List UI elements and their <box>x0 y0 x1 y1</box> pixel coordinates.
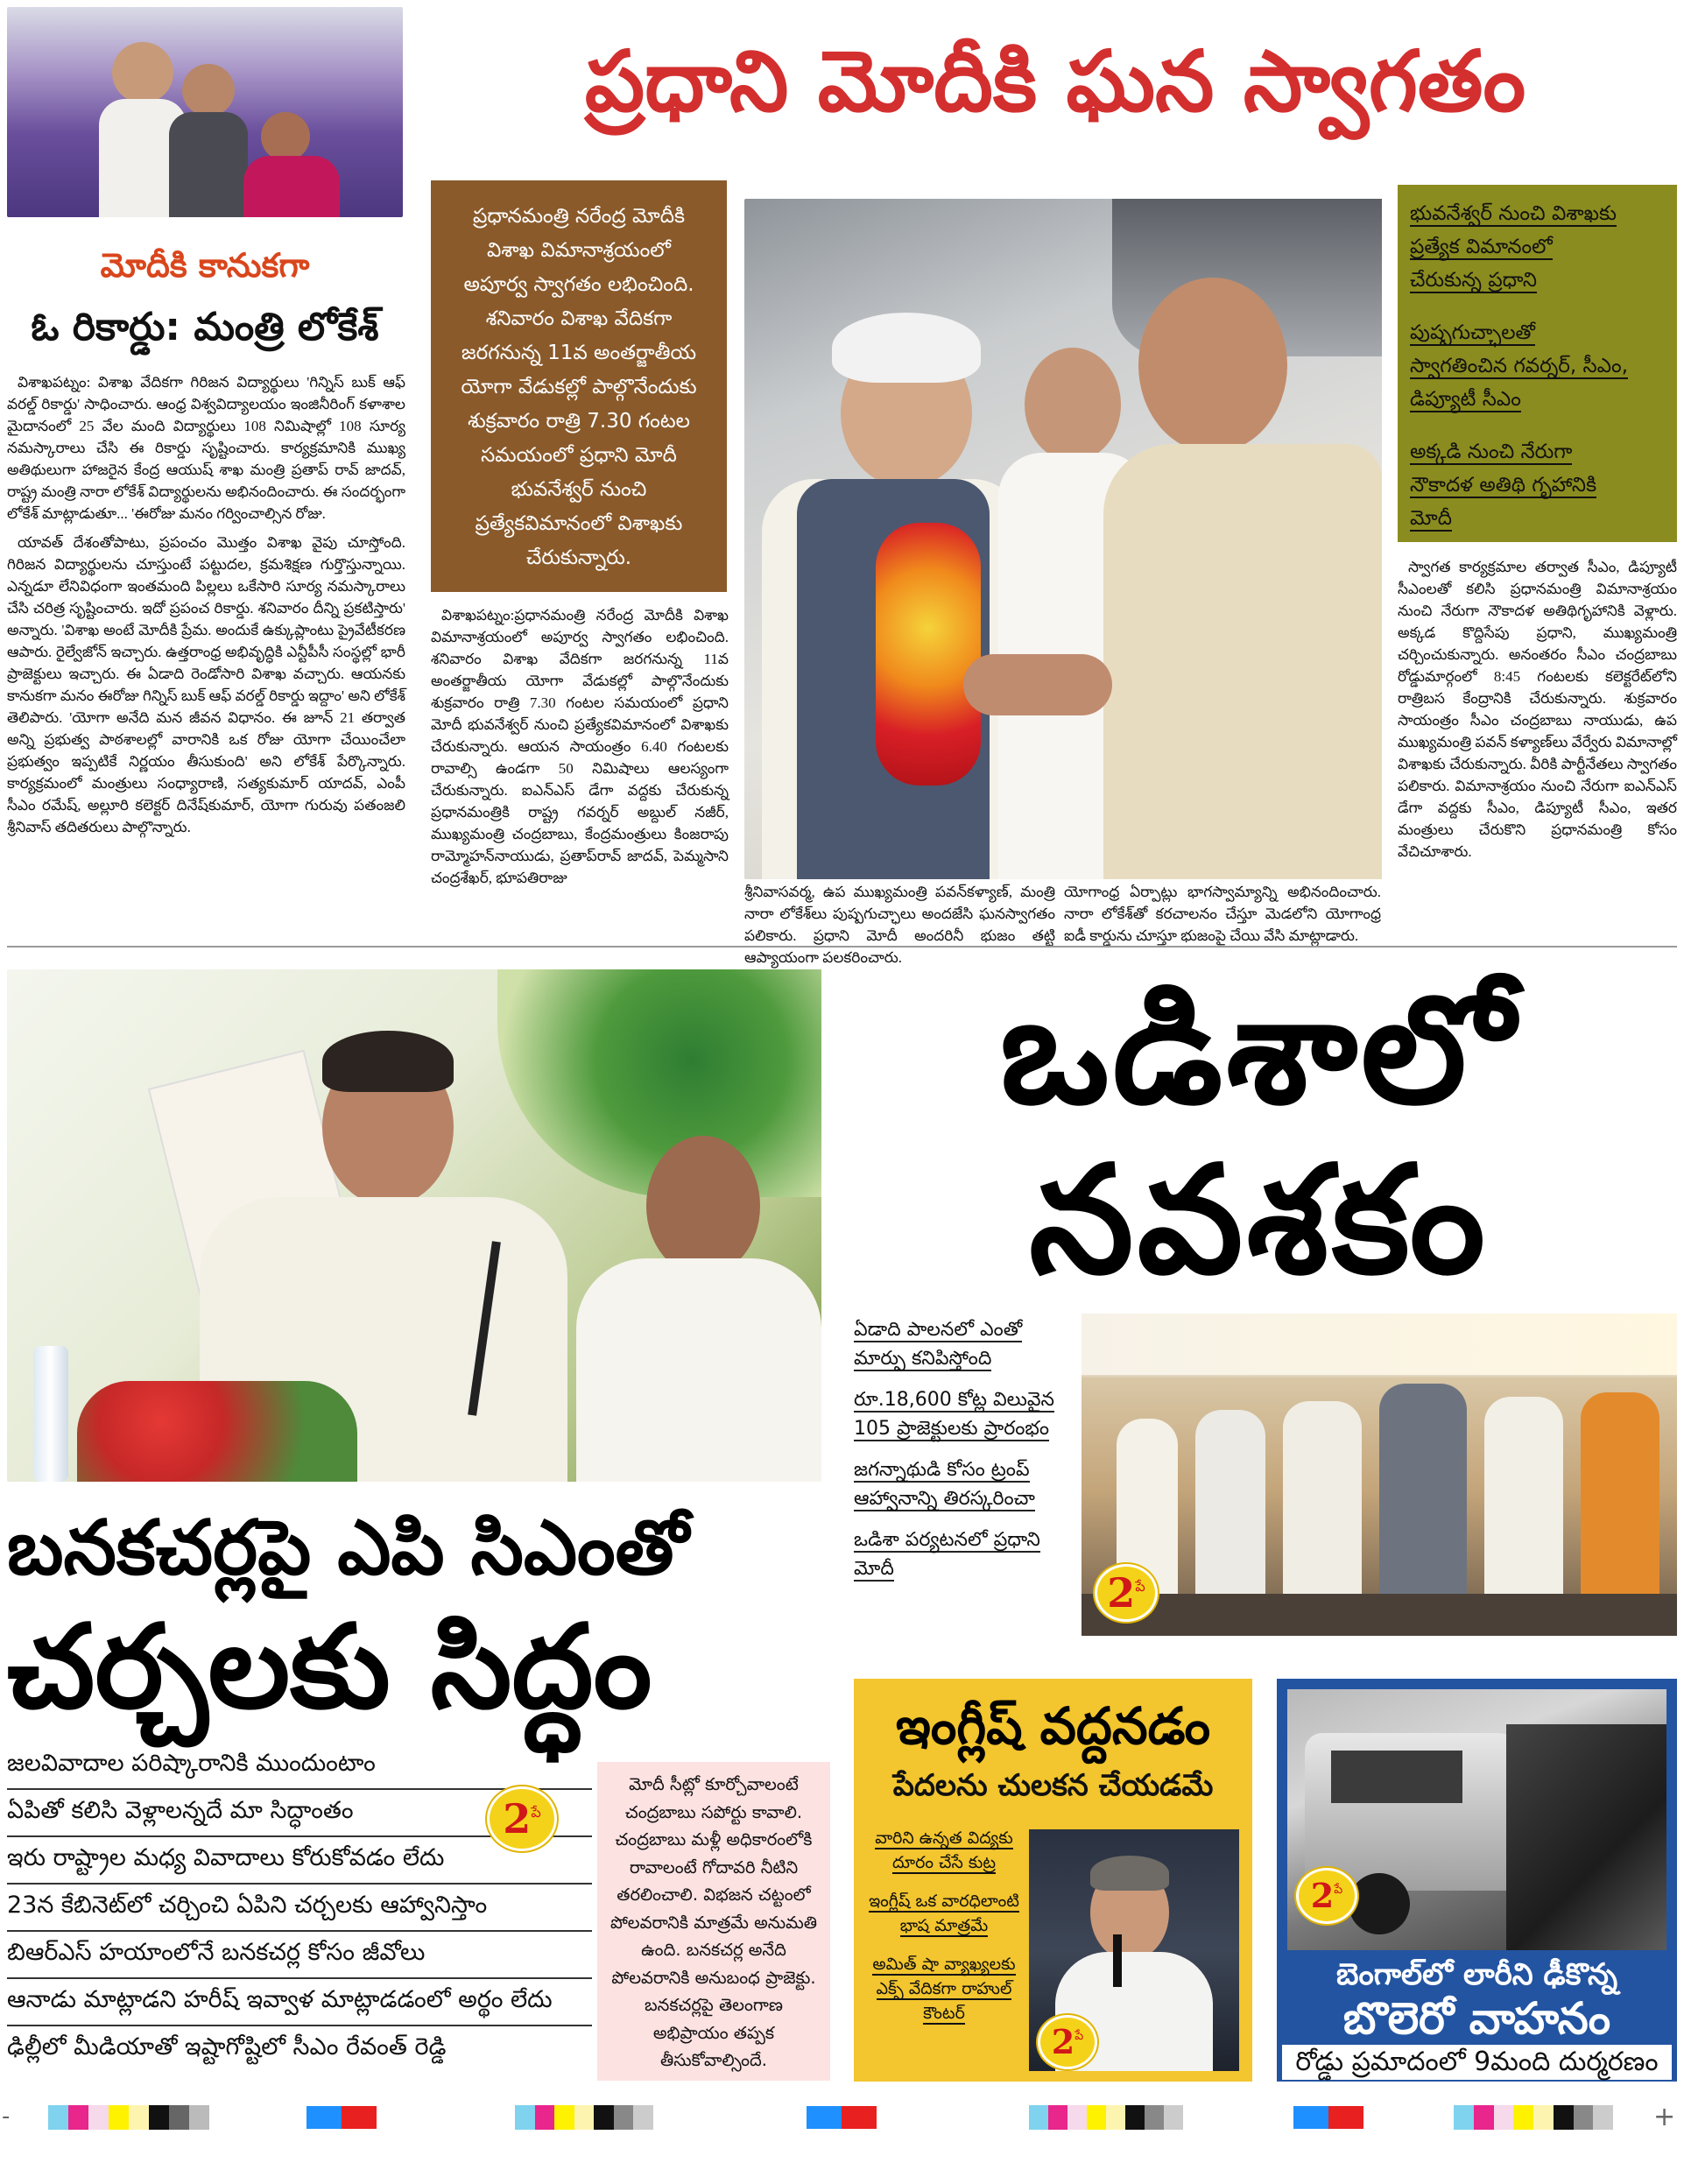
odisha-headline-line2: నవశకం <box>1029 1134 1489 1307</box>
banakacherla-point: జలవివాదాల పరిష్కారానికి ముందుంటాం <box>7 1743 592 1790</box>
color-bar <box>807 2106 877 2129</box>
highlight-line: స్వాగతించిన గవర్నర్, సీఎం, <box>1410 355 1629 377</box>
highlight-group <box>1410 316 1665 416</box>
highlight-line: ప్రత్యేక విమానంలో <box>1410 236 1553 258</box>
lokesh-paragraph: యావత్ దేశంతోపాటు, ప్రపంచం మొత్తం విశాఖ వైపు చూస్తోంది. గిరిజన విద్యార్థులను చూస్తుంటే పట్టుదల, క్రమశిక్షణ గుర్తొస్తున్నాయి. ఎన్నడూ లేనివిధంగా ఇంతమంది పిల్లలు ఒకేసారి సూర్య నమస్కారాలు చేసి చరిత్ర సృష్టించారు. ఇదో ప్రపంచ రికార్డు. శనివారం దీన్ని ప్రకటిస్తారు' అన్నారు. 'విశాఖ అంటే మోదీకి ప్రేమ. అందుకే ఉక్కుప్లాంటు ప్రైవేటీకరణ ఆపారు. రైల్వేజోన్ ఇచ్చారు. ఉత్తరాంధ్ర అభివృద్ధికి ఎన్టీపీసీ సంస్థల్లో భారీ ప్రాజెక్టులు ఇచ్చారు. ఈ ఏడాది రెండోసారి విశాఖ వచ్చారు. ఆయనకు కానుకగా మనం ఈరోజు గిన్నిస్ బుక్ ఆఫ్ వరల్డ్ రికార్డు ఇద్దాం' అని లోకేశ్ తెలిపారు. 'యోగా అనేది మన జీవన విధానం. ఈ జూన్ 21 తర్వాత అన్ని ప్రభుత్వ పాఠశాలల్లో వారానికి ఒక రోజు యోగా చేయించేలా ప్రభుత్వం ఇప్పటికే నిర్ణయం తీసుకుంది' అని లోకేశ్ పేర్కొన్నారు. కార్యక్రమంలో మంత్రులు సంధ్యారాణి, సత్యకుమార్ యాదవ్, ఎంపీ సీఎం రమేష్, అల్లూరి కలెక్టర్ దినేష్‌కుమార్, యోగా గురువు పతంజలి శ్రీనివాస్ తదితరులు పాల్గొన్నారు. <box>7 534 405 835</box>
highlight-line: అక్కడి నుంచి నేరుగా <box>1410 440 1573 463</box>
highlight-line: ప్రధానమంత్రి నరేంద్ర మోదీకి <box>473 205 685 228</box>
highlight-line: శుక్రవారం రాత్రి 7.30 గంటల <box>468 410 690 433</box>
photo-person <box>646 1136 760 1276</box>
photo-person <box>832 313 981 383</box>
accident-headline-line1: బెంగాల్‌లో లారీని ఢీకొన్న <box>1336 1957 1617 1992</box>
highlight-line: జరగనున్న 11వ అంతర్జాతీయ <box>461 342 697 364</box>
color-bar <box>1293 2106 1363 2129</box>
color-bar <box>1454 2105 1613 2130</box>
quote-line: తీసుకోవాల్సిందే. <box>659 2050 767 2070</box>
photo-person <box>182 64 235 116</box>
color-bar <box>307 2106 377 2129</box>
banakacherla-headline-line2: చర్చలకు సిద్ధం <box>7 1600 652 1735</box>
page-ref-suffix: పే <box>1135 1578 1145 1595</box>
highlight-line: అపూర్వ స్వాగతం లభించింది. <box>463 273 694 296</box>
photo-person <box>1103 444 1382 879</box>
highlight-line: మోదీ <box>1410 507 1452 530</box>
revanth-press-photo <box>7 969 821 1482</box>
highlight-line: యోగా వేడుకల్లో పాల్గొనేందుకు <box>461 376 697 398</box>
welcome-story-continued-right <box>1064 881 1381 944</box>
odisha-point: రూ.18,600 కోట్ల విలువైన 105 ప్రాజెక్టులకు ప్రారంభం <box>854 1389 1054 1440</box>
quote-line: పోలవరానికి మాత్రమే అనుమతి <box>609 1912 818 1933</box>
highlight-line: భువనేశ్వర్ నుంచి విశాఖకు <box>1410 202 1617 225</box>
accident-headline-line2: బొలెరో వాహనం <box>1342 1993 1611 2044</box>
page-ref-number: 2 <box>1051 2022 1075 2061</box>
highlight-line: డిప్యూటీ సీఎం <box>1410 388 1521 411</box>
highlight-line: శనివారం విశాఖ వేదికగా <box>485 307 673 330</box>
banakacherla-point: బిఆర్ఎస్ హయాంలోనే బనకచర్ల కోసం జీవోలు <box>7 1932 592 1979</box>
welcome-story-paragraph: స్వాగత కార్యక్రమాల తర్వాత సీఎం, డిప్యూటీ సీఎంలతో కలిసి ప్రధానమంత్రి విమానాశ్రయం నుంచి నేరుగా నౌకాదళ అతిథిగృహానికి వెళ్లారు. అక్కడ కొద్దిసేపు ప్రధాని, ముఖ్యమంత్రి చర్చించుకున్నారు. అనంతరం సీఎం చంద్రబాబు రోడ్డుమార్గంలో 8:45 గంటలకు కలెక్టరేట్‌లోని రాత్రిబస కేంద్రానికి చేరుకున్నారు. శుక్రవారం సాయంత్రం సీఎం చంద్రబాబు నాయుడు, ఉప ముఖ్యమంత్రి పవన్ కళ్యాణ్‌లు వేర్వేరు విమానాల్లో విశాఖకు చేరుకున్నారు. వీరికి పార్టీనేతలు స్వాగతం పలికారు. విమానాశ్రయం నుంచి నేరుగా ఐఎన్ఎస్ డేగా వద్దకు సీఎం, డిప్యూటీ సీఎం, ఇతర మంత్రులు చేరుకొని ప్రధానమంత్రి కోసం వేచిచూశారు. <box>1398 559 1677 860</box>
highlight-box <box>431 180 727 592</box>
page-ref-number: 2 <box>1310 1876 1335 1915</box>
page-ref-badge <box>1296 1868 1357 1924</box>
english-story-point: అమిత్ షా వ్యాఖ్యలకు ఎక్స్ వేదికగా రాహుల్ కౌంటర్ <box>872 1955 1016 2023</box>
photo-flowers <box>77 1381 357 1482</box>
photo-bouquet <box>876 523 981 786</box>
yoga-record-photo <box>7 7 403 217</box>
highlight-group <box>1410 435 1665 535</box>
banakacherla-point: ఆనాడు మాట్లాడని హరీష్ ఇవ్వాళ మాట్లాడడంలో అర్థం లేదు <box>7 1979 592 2026</box>
photo-handshake <box>963 654 1112 715</box>
english-story-box <box>854 1679 1252 2082</box>
page-ref-number: 2 <box>503 1795 532 1842</box>
lokesh-kicker: మోదీకి కానుకగా <box>100 246 310 285</box>
odisha-point: జగన్నాథుడి కోసం ట్రంప్ ఆహ్వానాన్ని తిరస్కరించా <box>854 1459 1035 1510</box>
odisha-point: ఒడిశా పర్యటనలో ప్రధాని మోదీ <box>854 1529 1040 1580</box>
odisha-point: ఏడాది పాలనలో ఎంతో మార్పు కనిపిస్తోంది <box>854 1319 1023 1370</box>
highlight-line: భువనేశ్వర్ నుంచి <box>511 478 647 501</box>
photo-microphone <box>1113 1934 1122 1987</box>
welcome-story-paragraph: విశాఖపట్నం:ప్రధానమంత్రి నరేంద్ర మోదీకి విశాఖ విమానాశ్రయంలో అపూర్వ స్వాగతం లభించింది. శనివారం విశాఖ వేదికగా జరగనున్న 11వ అంతర్జాతీయ యోగా వేడుకల్లో పాల్గొనేందుకు శుక్రవారం రాత్రి 7.30 గంటల సమయంలో ప్రధాని మోదీ భువనేశ్వర్ నుంచి ప్రత్యేకవిమానంలో విశాఖకు చేరుకున్నారు. ఆయన సాయంత్రం 6.40 గంటలకు రావాల్సి ఉండగా 50 నిమిషాలు ఆలస్యంగా చేరుకున్నారు. ఐఎన్ఎస్ డేగా వద్దకు చేరుకున్న ప్రధానమంత్రికి రాష్ట్ర గవర్నర్ అబ్దుల్ నజీర్, ముఖ్యమంత్రి చంద్రబాబు, కేంద్రమంత్రులు కింజరాపు రామ్మోహన్‌నాయుడు, ప్రతాప్‌రావ్ జాదవ్, పెమ్మసాని చంద్రశేఖర్, భూపతిరాజు <box>431 607 729 886</box>
quote-line: మోదీ సీట్లో కూర్చోవాలంటే <box>629 1774 799 1794</box>
photo-person <box>261 112 310 161</box>
color-bar <box>515 2105 653 2130</box>
photo-wreckage <box>1506 1724 1666 1950</box>
page-ref-suffix: పే <box>1075 2029 1084 2043</box>
main-headline: ప్రధాని మోదీకి ఘన స్వాగతం <box>584 32 1526 130</box>
photo-banner <box>1082 1314 1677 1375</box>
highlight-line: సమయంలో ప్రధాని మోదీ <box>481 444 677 467</box>
photo-wheel <box>1349 1873 1410 1934</box>
quote-line: బనకచర్లపై తెలంగాణ <box>645 1995 783 2015</box>
lokesh-paragraph: విశాఖపట్నం: విశాఖ వేదికగా గిరిజన విద్యార్థులు 'గిన్నిస్ బుక్ ఆఫ్ వరల్డ్ రికార్డు' సాధించారు. ఆంధ్ర విశ్వవిద్యాలయం ఇంజినీరింగ్ కళాశాల మైదానంలో 25 వేల మంది విద్యార్థులు 108 నిమిషాల్లో 108 సూర్య నమస్కారాలు చేసి ఈ రికార్డు సృష్టించారు. కార్యక్రమానికి ముఖ్య అతిథులుగా హాజరైన కేంద్ర ఆయుష్ శాఖ మంత్రి ప్రతాప్ రావ్ జాదవ్, రాష్ట్ర మంత్రి నారా లోకేశ్ విద్యార్థులను అభినందించారు. ఈ సందర్భంగా లోకేశ్ మాట్లాడుతూ... 'ఈరోజు మనం గర్వించాల్సిన రోజు. <box>7 374 405 522</box>
page-ref-badge <box>1038 2015 1097 2069</box>
quote-line: చంద్రబాబు సపోర్టు కావాలి. <box>624 1801 803 1822</box>
quote-line: చంద్రబాబు మళ్లీ అధికారంలోకి <box>615 1829 813 1849</box>
accident-subhead: రోడ్డు ప్రమాదంలో 9మంది దుర్మరణం <box>1282 2045 1672 2080</box>
photo-person <box>1025 348 1121 461</box>
welcome-story-paragraph: శ్రీనివాసవర్మ, ఉప ముఖ్యమంత్రి పవన్‌కళ్యాణ్, మంత్రి నారా లోకేశ్‌లు పుష్పగుచ్ఛాలు అందజేసి ఘనస్వాగతం పలికారు. ప్రధాని మోదీ అందరినీ భుజం తట్టి ఆప్యాయంగా పలకరించారు. <box>744 884 1055 966</box>
welcome-story-right-body <box>1398 556 1677 931</box>
english-story-points <box>861 1826 1027 2075</box>
banakacherla-point: ఇరు రాష్ట్రాల మధ్య వివాదాలు కోరుకోవడం లేదు <box>7 1837 592 1885</box>
welcome-story-paragraph: యోగాంధ్ర ఏర్పాట్లు భాగస్వామ్యాన్ని అభినందించారు. నారా లోకేశ్‌తో కరచాలనం చేస్తూ మెడలోని యోగాంధ్ర ఐడీ కార్డును చూస్తూ భుజంపై చేయి వేసి మాట్లాడారు. <box>1064 884 1381 944</box>
section-divider <box>7 946 1677 948</box>
accident-story-box <box>1277 1679 1677 2082</box>
banakacherla-point: ఏపితో కలిసి వెళ్లాలన్నదే మా సిద్ధాంతం <box>7 1790 592 1837</box>
quote-line: రావాలంటే గోదావరి నీటిని <box>629 1856 799 1878</box>
welcome-story-body <box>431 604 729 928</box>
highlight-line: విశాఖ విమానాశ్రయంలో <box>487 239 671 262</box>
photo-person <box>576 1258 821 1482</box>
odisha-headline-line1: ఒడిశాలో <box>1000 964 1518 1138</box>
print-mark-minus: - <box>2 2103 11 2130</box>
highlight-line: పుష్పగుచ్ఛాలతో <box>1410 321 1535 344</box>
welcome-story-continued-left <box>744 881 1055 966</box>
photo-water-bottle <box>33 1346 68 1482</box>
highlight-line: చేరుకున్న ప్రధాని <box>1410 269 1538 292</box>
page-ref-number: 2 <box>1107 1569 1136 1617</box>
print-mark-plus: + <box>1653 2102 1676 2132</box>
photo-vehicle-window <box>1331 1751 1462 1803</box>
highlight-line: ప్రత్యేకవిమానంలో విశాఖకు <box>475 512 683 535</box>
photo-person <box>1090 1856 1169 1891</box>
english-story-headline: ఇంగ్లీష్ వద్దనడం <box>895 1696 1211 1756</box>
revanth-quote-box <box>597 1762 830 2081</box>
highlight-group <box>1410 197 1665 297</box>
page-ref-badge <box>1095 1564 1158 1622</box>
lokesh-headline: ఓ రికార్డు: మంత్రి లోకేశ్ <box>31 305 379 349</box>
photo-person <box>243 156 340 217</box>
banakacherla-point: 23న కేబినెట్‌లో చర్చించి ఏపిని చర్చలకు ఆహ్వానిస్తాం <box>7 1885 592 1932</box>
highlight-line: చేరుకున్నారు. <box>525 546 632 569</box>
lokesh-body <box>7 371 405 928</box>
odisha-event-photo <box>1082 1314 1677 1636</box>
quote-line: అభిప్రాయం తప్పక <box>652 2022 775 2043</box>
banakacherla-headline-line1: బనకచర్లపై ఎపి సిఎంతో <box>7 1504 689 1592</box>
page-ref-badge <box>487 1786 557 1851</box>
odisha-points <box>854 1315 1077 1638</box>
english-story-subhead: పేదలను చులకన చేయడమే <box>892 1768 1214 1803</box>
quote-line: తరలించాలి. విభజన చట్టంలో <box>617 1885 811 1905</box>
photo-person <box>112 42 173 103</box>
modi-welcome-photo <box>744 199 1382 879</box>
english-story-point: ఇంగ్లీష్ ఒక వారధిలాంటి భాష మాత్రమే <box>869 1892 1019 1935</box>
photo-person <box>169 112 248 217</box>
page-ref-suffix: పే <box>531 1804 541 1821</box>
color-bar <box>48 2105 209 2130</box>
quote-line: పోలవరానికి అనుబంధ ప్రాజెక్టు. <box>611 1967 816 1988</box>
banakacherla-point: ఢిల్లీలో మీడియాతో ఇష్టాగోష్టిలో సీఎం రేవంత్ రెడ్డి <box>7 2033 447 2061</box>
photo-person <box>322 1031 454 1092</box>
color-bar <box>1029 2105 1183 2130</box>
quote-line: ఉంది. బనకచర్ల అనేది <box>641 1940 786 1960</box>
photo-lamp <box>1082 1594 1677 1636</box>
highlight-line: నౌకాదళ అతిథి గృహానికి <box>1410 474 1597 497</box>
photo-person <box>1138 278 1287 453</box>
welcome-highlights-box <box>1398 185 1677 542</box>
page-ref-suffix: పే <box>1334 1883 1343 1897</box>
english-story-point: వారిని ఉన్నత విద్యకు దూరం చేసే కుట్ర <box>875 1828 1013 1872</box>
